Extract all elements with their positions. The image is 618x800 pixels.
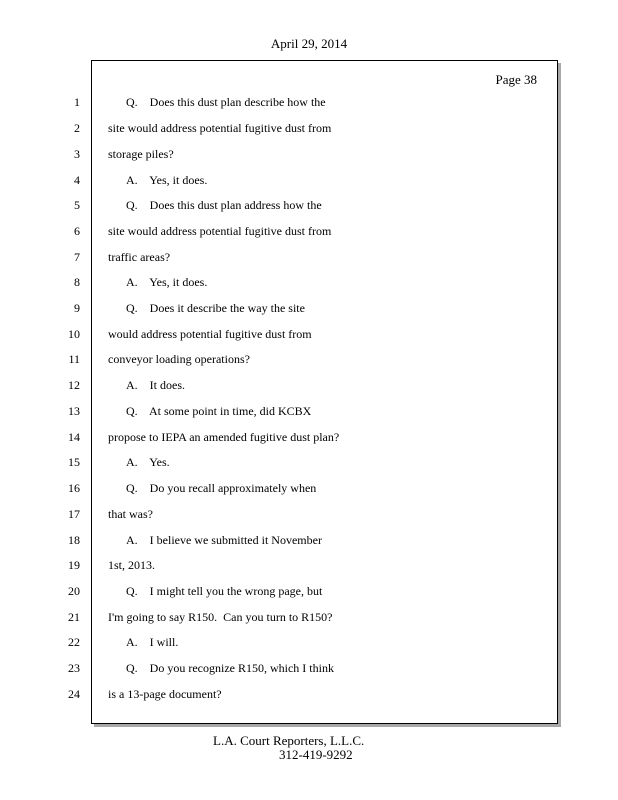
- line-text: A. Yes, it does.: [126, 275, 208, 289]
- line-number: 8: [74, 275, 80, 289]
- line-21: [0, 607, 618, 627]
- line-19: [0, 555, 618, 575]
- line-6: [0, 221, 618, 241]
- line-text: is a 13-page document?: [108, 687, 222, 701]
- line-text: traffic areas?: [108, 250, 171, 264]
- line-text: A. I will.: [126, 635, 179, 649]
- line-4: [0, 170, 618, 190]
- line-number: 14: [68, 430, 80, 444]
- line-3: [0, 144, 618, 164]
- line-15: [0, 452, 618, 472]
- line-text: propose to IEPA an amended fugitive dust plan?: [108, 430, 340, 444]
- line-number: 15: [68, 455, 80, 469]
- line-number: 4: [74, 173, 80, 187]
- line-number: 20: [68, 584, 80, 598]
- line-text: A. It does.: [126, 378, 185, 392]
- line-18: [0, 530, 618, 550]
- line-5: [0, 195, 618, 215]
- line-text: Q. Does it describe the way the site: [126, 301, 305, 315]
- line-number: 19: [68, 558, 80, 572]
- line-8: [0, 272, 618, 292]
- line-number: 13: [68, 404, 80, 418]
- line-text: that was?: [108, 507, 153, 521]
- line-number: 16: [68, 481, 80, 495]
- line-text: Q. Does this dust plan address how the: [126, 198, 322, 212]
- line-11: [0, 349, 618, 369]
- line-text: site would address potential fugitive dust from: [108, 121, 332, 135]
- line-20: [0, 581, 618, 601]
- line-number: 5: [74, 198, 80, 212]
- line-number: 21: [68, 610, 80, 624]
- line-text: 1st, 2013.: [108, 558, 156, 572]
- line-text: would address potential fugitive dust from: [108, 327, 312, 341]
- line-number: 23: [68, 661, 80, 675]
- line-number: 7: [74, 250, 80, 264]
- line-number: 6: [74, 224, 80, 238]
- footer-phone: 312-419-9292: [279, 747, 353, 762]
- line-text: Q. Does this dust plan describe how the: [126, 95, 326, 109]
- line-12: [0, 375, 618, 395]
- line-9: [0, 298, 618, 318]
- line-text: conveyor loading operations?: [108, 352, 250, 366]
- line-text: Q. Do you recognize R150, which I think: [126, 661, 334, 675]
- line-number: 3: [74, 147, 80, 161]
- line-number: 10: [68, 327, 80, 341]
- line-text: Q. Do you recall approximately when: [126, 481, 317, 495]
- line-13: [0, 401, 618, 421]
- line-1: [0, 92, 618, 112]
- header-date: April 29, 2014: [270, 36, 348, 51]
- line-number: 11: [68, 352, 80, 366]
- line-number: 2: [74, 121, 80, 135]
- line-number: 1: [74, 95, 80, 109]
- line-number: 18: [68, 533, 80, 547]
- page-number: Page 38: [495, 72, 537, 87]
- line-text: site would address potential fugitive dust from: [108, 224, 332, 238]
- line-2: [0, 118, 618, 138]
- line-24: [0, 684, 618, 704]
- line-17: [0, 504, 618, 524]
- line-number: 9: [74, 301, 80, 315]
- line-text: A. Yes, it does.: [126, 173, 208, 187]
- line-text: Q. At some point in time, did KCBX: [126, 404, 312, 418]
- line-text: storage piles?: [108, 147, 174, 161]
- line-22: [0, 632, 618, 652]
- line-number: 22: [68, 635, 80, 649]
- line-23: [0, 658, 618, 678]
- footer-company: L.A. Court Reporters, L.L.C.: [213, 733, 365, 748]
- line-16: [0, 478, 618, 498]
- line-text: Q. I might tell you the wrong page, but: [126, 584, 323, 598]
- line-10: [0, 324, 618, 344]
- line-number: 12: [68, 378, 80, 392]
- line-number: 24: [68, 687, 80, 701]
- line-number: 17: [68, 507, 80, 521]
- line-text: I'm going to say R150. Can you turn to R150?: [108, 610, 333, 624]
- line-text: A. Yes.: [126, 455, 170, 469]
- line-text: A. I believe we submitted it November: [126, 533, 322, 547]
- line-7: [0, 247, 618, 267]
- line-14: [0, 427, 618, 447]
